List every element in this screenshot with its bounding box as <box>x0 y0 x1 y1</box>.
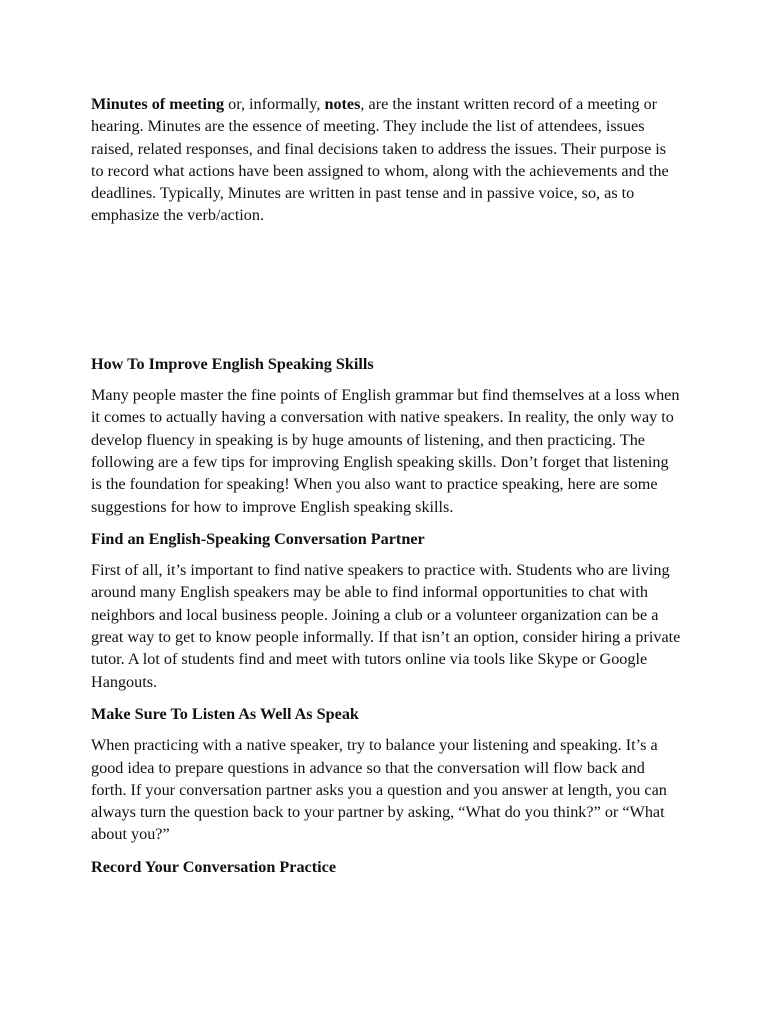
section-heading-record-practice: Record Your Conversation Practice <box>91 857 336 876</box>
intro-paragraph <box>91 93 681 227</box>
section-body-improve-speaking: Many people master the fine points of English grammar but find themselves at a loss when it comes to actually having a conversation with native speakers. In reality, the only way to develop fluency in speaking is by huge amounts of listening, and then practicing. The following are a few tips for improving English speaking skills. Don’t forget that listening is the foundation for speaking! When you also want to practice speaking, here are some suggestions for how to improve English speaking skills. <box>91 386 680 516</box>
section-heading-conversation-partner: Find an English-Speaking Conversation Partner <box>91 529 425 548</box>
section-heading-listen-and-speak: Make Sure To Listen As Well As Speak <box>91 704 359 723</box>
document-page <box>91 93 681 887</box>
intro-text-part-2: , are the instant written record of a meeting or hearing. Minutes are the essence of meeting. They include the list of attendees, issues raised, related responses, and final decisions taken to address the issues. Their purpose is to record what actions have been assigned to whom, along with the achievements and the deadlines. Typically, Minutes are written in past tense and in passive voice, so, as to emphasize the verb/action. <box>91 95 669 225</box>
section-body-listen-and-speak: When practicing with a native speaker, try to balance your listening and speaking. It’s a good idea to prepare questions in advance so that the conversation will flow back and forth. If your conversation partner asks you a question and you answer at length, you can always turn the question back to your partner by asking, “What do you think?” or “What about you?” <box>91 736 667 844</box>
intro-text-part-1: or, informally, <box>224 95 325 113</box>
term-minutes-of-meeting: Minutes of meeting <box>91 95 225 113</box>
section-body-conversation-partner: First of all, it’s important to find native speakers to practice with. Students who are living around many English speakers may be able to find informal opportunities to chat with neighbors and local business people. Joining a club or a volunteer organization can be a great way to get to know people informally. If that isn’t an option, consider hiring a private tutor. A lot of students find and meet with tutors online via tools like Skype or Google Hangouts. <box>91 561 681 691</box>
term-notes: notes <box>324 95 361 113</box>
section-heading-improve-speaking: How To Improve English Speaking Skills <box>91 354 374 373</box>
